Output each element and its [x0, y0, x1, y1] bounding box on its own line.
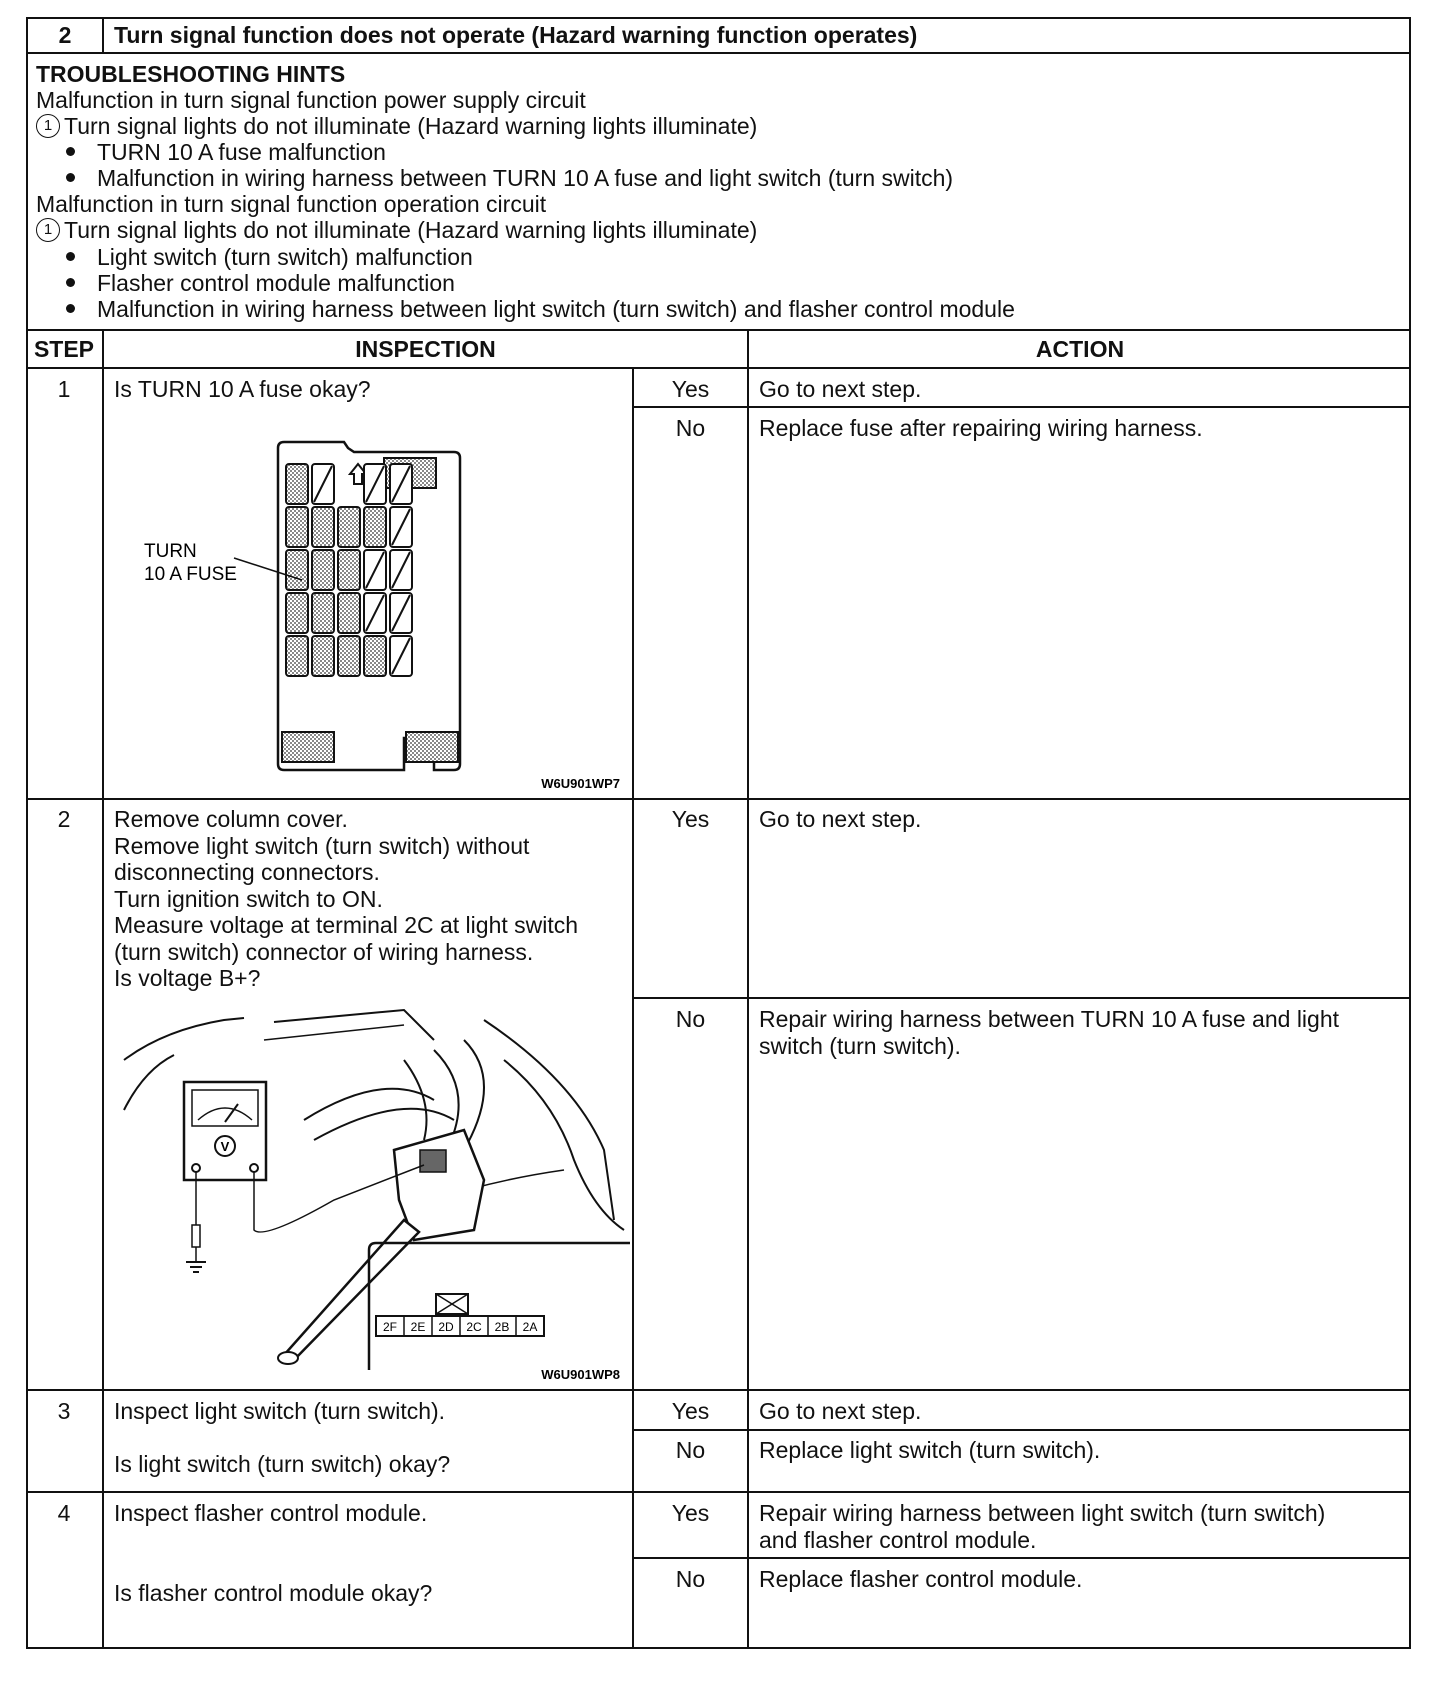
step-3-inspection-line-2: Is light switch (turn switch) okay?	[114, 1451, 451, 1477]
step-3-inspection-line-1: Inspect light switch (turn switch).	[114, 1398, 446, 1424]
column-header-inspection: INSPECTION	[355, 336, 496, 362]
circled-number-1: 1	[36, 218, 60, 242]
fuse	[286, 550, 308, 590]
circled-number-1: 1	[36, 114, 60, 138]
hints-item-2-text: Turn signal lights do not illuminate (Hazard warning lights illuminate)	[64, 217, 758, 243]
fuse	[286, 464, 308, 504]
step-1-number: 1	[57, 376, 71, 402]
connector-terminal-diagram	[376, 1294, 544, 1336]
hints-bullet-2-text: Malfunction in wiring harness between TURN 10 A fuse and light switch (turn switch)	[97, 165, 954, 191]
step-2-inspection	[114, 806, 634, 992]
figure-code-1: W6U901WP7	[541, 776, 620, 791]
fuse	[286, 507, 308, 547]
inspection-line: (turn switch) connector of wiring harness.	[114, 938, 534, 965]
terminal-label: 2E	[410, 1320, 426, 1334]
step-3-yes-label: Yes	[671, 1398, 710, 1424]
fuse	[312, 593, 334, 633]
figure-code-2: W6U901WP8	[541, 1367, 620, 1382]
voltmeter-symbol: V	[220, 1139, 230, 1154]
hints-item-1-text: Turn signal lights do not illuminate (Hazard warning lights illuminate)	[64, 113, 758, 139]
action-line: Repair wiring harness between TURN 10 A fuse and light	[759, 1006, 1340, 1032]
fuse	[312, 507, 334, 547]
terminal-label: 2D	[438, 1320, 454, 1334]
fuse	[338, 636, 360, 676]
fuse	[312, 550, 334, 590]
terminal-label: 2F	[382, 1320, 398, 1334]
callout-label-2: 10 A FUSE	[144, 564, 237, 585]
step-3-no-label: No	[675, 1437, 706, 1463]
hints-bullet-2	[66, 165, 953, 192]
action-line: Repair wiring harness between light switch (turn switch)	[759, 1500, 1326, 1526]
action-line: and flasher control module.	[759, 1526, 1037, 1553]
fuse	[312, 636, 334, 676]
column-header-action: ACTION	[1035, 336, 1125, 362]
rule-header-num	[102, 17, 104, 53]
fuse-grid	[286, 464, 412, 676]
step-2-yes-label: Yes	[671, 806, 710, 832]
inspection-line: Is voltage B+?	[114, 965, 261, 991]
hints-title: TROUBLESHOOTING HINTS	[36, 61, 346, 87]
fuse	[338, 550, 360, 590]
fuse	[364, 507, 386, 547]
fuse-bottom-left	[282, 732, 334, 762]
rule-columns	[26, 367, 1411, 369]
inspection-line: Remove light switch (turn switch) without	[114, 832, 530, 859]
rule-action-col	[747, 329, 749, 1649]
hints-bullet-3-text: Light switch (turn switch) malfunction	[97, 244, 473, 270]
terminal-label: 2A	[522, 1320, 538, 1334]
step-3-no-action: Replace light switch (turn switch).	[759, 1437, 1101, 1463]
hints-item-2	[36, 217, 757, 244]
rule-step2	[26, 1389, 1411, 1391]
step-1-no-action: Replace fuse after repairing wiring harness.	[759, 415, 1203, 441]
rule-hints	[26, 329, 1411, 331]
fuse	[364, 636, 386, 676]
bullet-icon	[66, 173, 75, 182]
hints-bullet-4	[66, 270, 455, 297]
inspection-line: Measure voltage at terminal 2C at light switch	[114, 912, 579, 938]
header-number: 2	[58, 22, 72, 48]
fuse-bottom-right	[406, 732, 458, 762]
hints-bullet-5	[66, 296, 1015, 323]
step-4-yes-label: Yes	[671, 1500, 710, 1526]
hints-bullet-1	[66, 139, 386, 166]
bullet-icon	[66, 304, 75, 313]
hints-section-1: Malfunction in turn signal function power supply circuit	[36, 87, 586, 113]
step-2-yes-action: Go to next step.	[759, 806, 922, 832]
step-1-yes-action: Go to next step.	[759, 376, 922, 402]
step-3-yes-action: Go to next step.	[759, 1398, 922, 1424]
terminal-label: 2C	[466, 1320, 482, 1334]
step-1-inspection: Is TURN 10 A fuse okay?	[114, 376, 371, 402]
hints-item-1	[36, 113, 757, 140]
rule-header	[26, 52, 1411, 54]
callout-label-1: TURN	[144, 541, 197, 562]
step-1-yes-label: Yes	[671, 376, 710, 402]
bullet-icon	[66, 252, 75, 261]
fuse	[338, 593, 360, 633]
hints-bullet-3	[66, 244, 473, 271]
hints-section-2: Malfunction in turn signal function operation circuit	[36, 191, 547, 217]
voltage-measurement-diagram	[104, 1000, 630, 1387]
inspection-line: Remove column cover.	[114, 806, 348, 832]
fuse	[286, 593, 308, 633]
inspection-line: Turn ignition switch to ON.	[114, 885, 383, 912]
step-4-number: 4	[57, 1500, 71, 1526]
step-4-no-label: No	[675, 1566, 706, 1592]
inspection-line: disconnecting connectors.	[114, 859, 380, 885]
step-3-number: 3	[57, 1398, 71, 1424]
hints-bullet-1-text: TURN 10 A fuse malfunction	[97, 139, 386, 165]
step-2-number: 2	[57, 806, 71, 832]
fuse	[338, 507, 360, 547]
action-line: switch (turn switch).	[759, 1032, 961, 1059]
terminal-label: 2B	[494, 1320, 510, 1334]
fuse	[286, 636, 308, 676]
hints-bullet-5-text: Malfunction in wiring harness between light switch (turn switch) and flasher control module	[97, 296, 1015, 322]
step-1-no-label: No	[675, 415, 706, 441]
step-4-no-action: Replace flasher control module.	[759, 1566, 1083, 1592]
step-4-inspection-line-2: Is flasher control module okay?	[114, 1580, 433, 1606]
step-2-no-label: No	[675, 1006, 706, 1032]
rule-step3	[26, 1491, 1411, 1493]
bullet-icon	[66, 278, 75, 287]
column-header-step: STEP	[33, 336, 95, 362]
step-4-yes-action	[759, 1500, 1399, 1553]
fuse-block-diagram	[104, 408, 630, 796]
header-title: Turn signal function does not operate (Hazard warning function operates)	[114, 22, 918, 48]
step-2-no-action	[759, 1006, 1399, 1059]
rule-step1	[26, 798, 1411, 800]
hints-bullet-4-text: Flasher control module malfunction	[97, 270, 455, 296]
step-4-inspection-line-1: Inspect flasher control module.	[114, 1500, 428, 1526]
bullet-icon	[66, 147, 75, 156]
